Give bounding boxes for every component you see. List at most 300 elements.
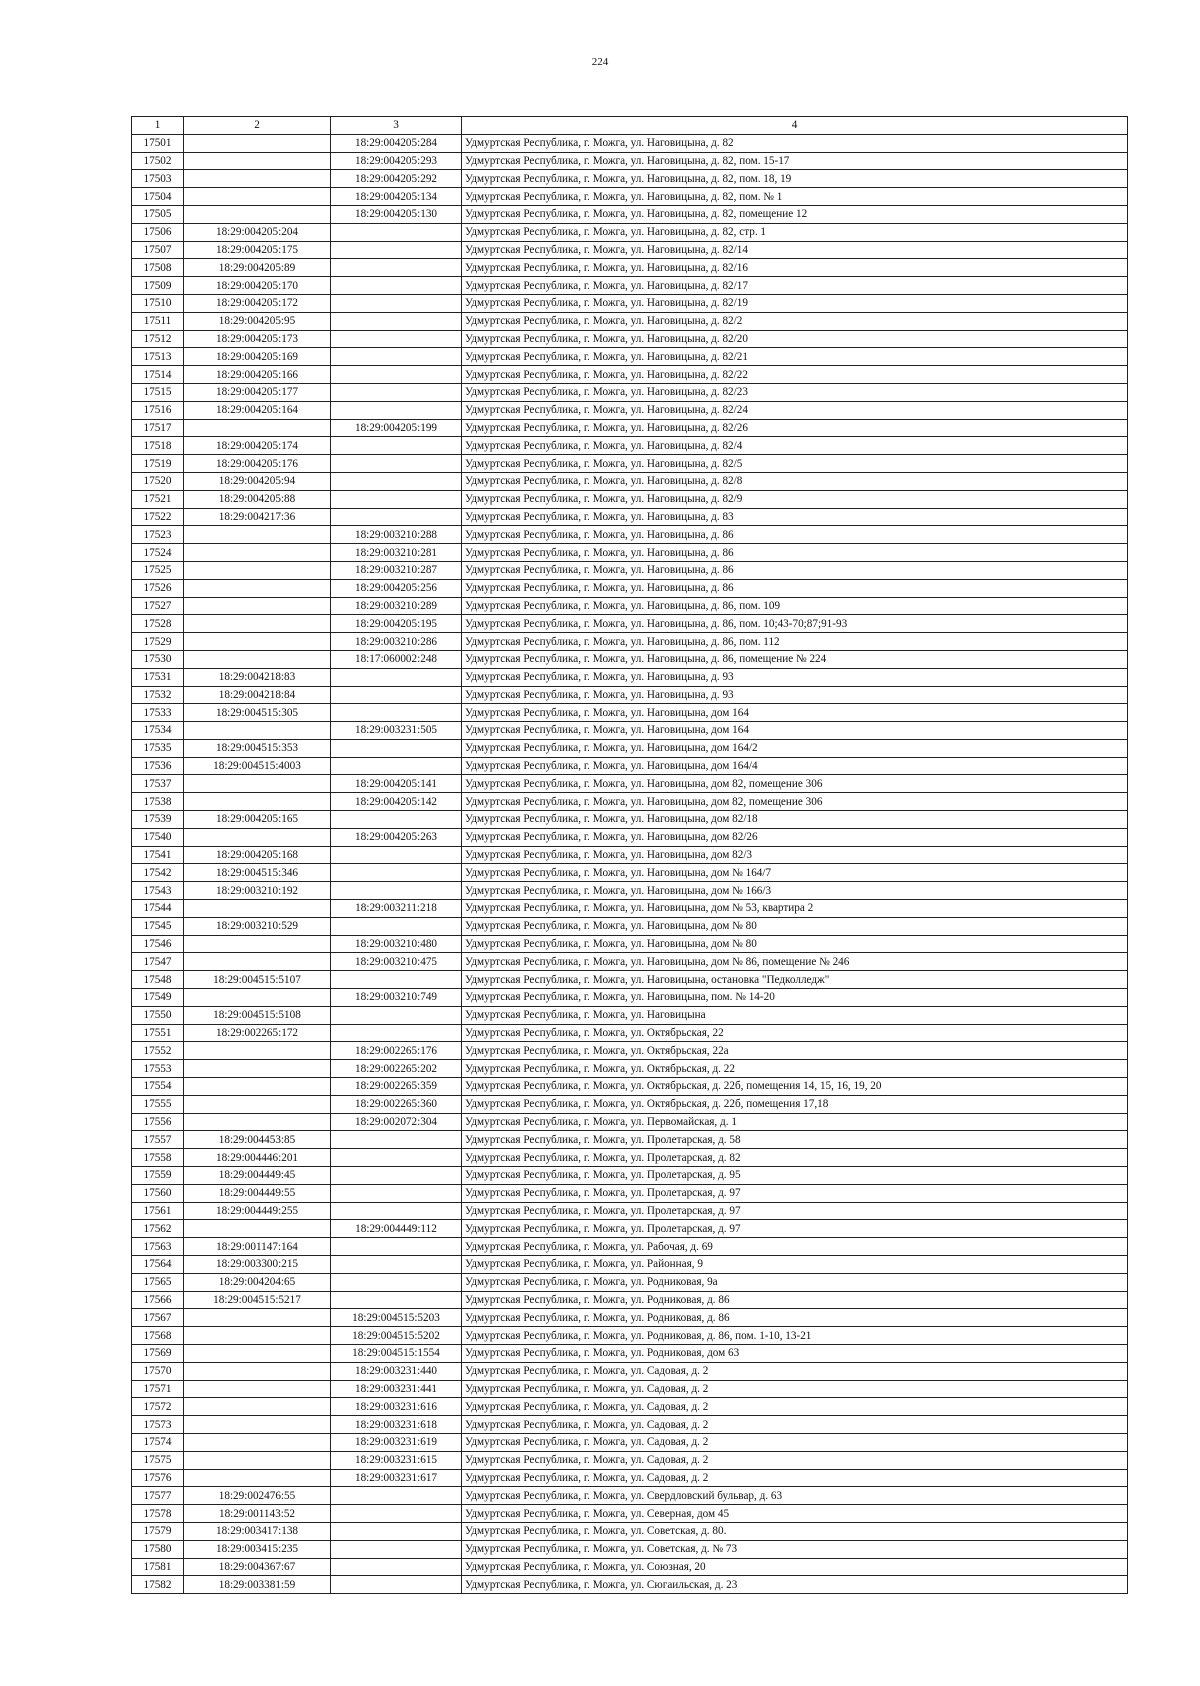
- cadastral-number-land-cell: 18:29:004205:164: [184, 401, 331, 419]
- cadastral-number-land-cell: [184, 152, 331, 170]
- address-cell: Удмуртская Республика, г. Можга, ул. Наговицына, д. 82/4: [462, 437, 1128, 455]
- row-number-cell: 17580: [132, 1540, 184, 1558]
- cadastral-number-building-cell: 18:29:004205:195: [331, 615, 462, 633]
- table-row: [132, 188, 1128, 206]
- row-number-cell: 17547: [132, 953, 184, 971]
- cadastral-number-land-cell: [184, 579, 331, 597]
- cadastral-number-building-cell: [331, 401, 462, 419]
- cadastral-number-building-cell: 18:29:004205:141: [331, 775, 462, 793]
- row-number-cell: 17516: [132, 401, 184, 419]
- table-row: [132, 1042, 1128, 1060]
- address-cell: Удмуртская Республика, г. Можга, ул. Садовая, д. 2: [462, 1398, 1128, 1416]
- table-row: [132, 579, 1128, 597]
- row-number-cell: 17553: [132, 1060, 184, 1078]
- row-number-cell: 17531: [132, 668, 184, 686]
- cadastral-number-building-cell: 18:29:004205:256: [331, 579, 462, 597]
- cadastral-number-land-cell: 18:29:004515:346: [184, 864, 331, 882]
- cadastral-number-building-cell: 18:29:003210:475: [331, 953, 462, 971]
- address-cell: Удмуртская Республика, г. Можга, ул. Наговицына, д. 82/21: [462, 348, 1128, 366]
- cadastral-number-land-cell: [184, 828, 331, 846]
- address-cell: Удмуртская Республика, г. Можга, ул. Наговицына, д. 82/2: [462, 312, 1128, 330]
- row-number-cell: 17521: [132, 490, 184, 508]
- cadastral-number-building-cell: [331, 1024, 462, 1042]
- table-row: [132, 1131, 1128, 1149]
- address-cell: Удмуртская Республика, г. Можга, ул. Наговицына, д. 82, пом. 18, 19: [462, 170, 1128, 188]
- cadastral-number-building-cell: [331, 811, 462, 829]
- table-row: [132, 1522, 1128, 1540]
- cadastral-number-land-cell: [184, 1309, 331, 1327]
- cadastral-number-building-cell: 18:29:002265:176: [331, 1042, 462, 1060]
- address-cell: Удмуртская Республика, г. Можга, ул. Наговицына, дом № 80: [462, 917, 1128, 935]
- address-cell: Удмуртская Республика, г. Можга, ул. Наговицына, дом 82/26: [462, 828, 1128, 846]
- table-row: [132, 1505, 1128, 1523]
- cadastral-number-land-cell: [184, 1433, 331, 1451]
- address-cell: Удмуртская Республика, г. Можга, ул. Первомайская, д. 1: [462, 1113, 1128, 1131]
- row-number-cell: 17525: [132, 561, 184, 579]
- table-row: [132, 1469, 1128, 1487]
- row-number-cell: 17543: [132, 882, 184, 900]
- cadastral-number-building-cell: [331, 1006, 462, 1024]
- table-row: [132, 1362, 1128, 1380]
- cadastral-number-land-cell: 18:29:004449:255: [184, 1202, 331, 1220]
- row-number-cell: 17534: [132, 722, 184, 740]
- cadastral-number-building-cell: 18:29:004205:199: [331, 419, 462, 437]
- table-row: [132, 597, 1128, 615]
- cadastral-number-building-cell: [331, 1273, 462, 1291]
- table-row: [132, 294, 1128, 312]
- table-row: [132, 882, 1128, 900]
- cadastral-number-land-cell: 18:29:004205:175: [184, 241, 331, 259]
- address-cell: Удмуртская Республика, г. Можга, ул. Наговицына, д. 86, пом. 10;43-70;87;91-93: [462, 615, 1128, 633]
- table-row: [132, 739, 1128, 757]
- cadastral-number-building-cell: [331, 1558, 462, 1576]
- address-cell: Удмуртская Республика, г. Можга, ул. Пролетарская, д. 82: [462, 1149, 1128, 1167]
- table-row: [132, 508, 1128, 526]
- address-cell: Удмуртская Республика, г. Можга, ул. Октябрьская, д. 22: [462, 1060, 1128, 1078]
- address-cell: Удмуртская Республика, г. Можга, ул. Наговицына, дом 164/4: [462, 757, 1128, 775]
- row-number-cell: 17549: [132, 989, 184, 1007]
- address-cell: Удмуртская Республика, г. Можга, ул. Садовая, д. 2: [462, 1416, 1128, 1434]
- cadastral-number-land-cell: 18:29:004205:166: [184, 366, 331, 384]
- address-cell: Удмуртская Республика, г. Можга, ул. Советская, д. 80.: [462, 1522, 1128, 1540]
- cadastral-number-building-cell: [331, 1256, 462, 1274]
- cadastral-number-land-cell: [184, 1416, 331, 1434]
- address-cell: Удмуртская Республика, г. Можга, ул. Наговицына, пом. № 14-20: [462, 989, 1128, 1007]
- address-cell: Удмуртская Республика, г. Можга, ул. Наговицына, остановка "Педколледж": [462, 971, 1128, 989]
- cadastral-number-land-cell: [184, 597, 331, 615]
- address-cell: Удмуртская Республика, г. Можга, ул. Рабочая, д. 69: [462, 1238, 1128, 1256]
- cadastral-number-land-cell: 18:29:004205:165: [184, 811, 331, 829]
- row-number-cell: 17505: [132, 205, 184, 223]
- address-cell: Удмуртская Республика, г. Можга, ул. Наговицына, д. 82, пом. № 1: [462, 188, 1128, 206]
- table-row: [132, 989, 1128, 1007]
- row-number-cell: 17529: [132, 633, 184, 651]
- table-row: [132, 935, 1128, 953]
- address-cell: Удмуртская Республика, г. Можга, ул. Советская, д. № 73: [462, 1540, 1128, 1558]
- table-row: [132, 1576, 1128, 1594]
- table-row: [132, 312, 1128, 330]
- address-cell: Удмуртская Республика, г. Можга, ул. Свердловский бульвар, д. 63: [462, 1487, 1128, 1505]
- table-row: [132, 1184, 1128, 1202]
- table-row: [132, 561, 1128, 579]
- row-number-cell: 17530: [132, 650, 184, 668]
- cadastral-number-land-cell: [184, 1344, 331, 1362]
- cadastral-number-building-cell: [331, 1167, 462, 1185]
- row-number-cell: 17571: [132, 1380, 184, 1398]
- cadastral-number-building-cell: [331, 330, 462, 348]
- row-number-cell: 17545: [132, 917, 184, 935]
- row-number-cell: 17538: [132, 793, 184, 811]
- cadastral-number-building-cell: 18:29:002265:359: [331, 1078, 462, 1096]
- table-row: [132, 864, 1128, 882]
- address-cell: Удмуртская Республика, г. Можга, ул. Наговицына, д. 82, пом. 15-17: [462, 152, 1128, 170]
- row-number-cell: 17539: [132, 811, 184, 829]
- address-cell: Удмуртская Республика, г. Можга, ул. Наговицына, дом № 166/3: [462, 882, 1128, 900]
- table-row: [132, 686, 1128, 704]
- address-cell: Удмуртская Республика, г. Можга, ул. Садовая, д. 2: [462, 1451, 1128, 1469]
- table-row: [132, 259, 1128, 277]
- address-cell: Удмуртская Республика, г. Можга, ул. Наговицына, д. 86, помещение № 224: [462, 650, 1128, 668]
- table-row: [132, 1380, 1128, 1398]
- cadastral-number-land-cell: 18:29:004515:5108: [184, 1006, 331, 1024]
- table-row: [132, 1220, 1128, 1238]
- table-row: [132, 223, 1128, 241]
- row-number-cell: 17578: [132, 1505, 184, 1523]
- table-row: [132, 846, 1128, 864]
- table-row: [132, 366, 1128, 384]
- address-cell: Удмуртская Республика, г. Можга, ул. Наговицына, д. 86, пом. 112: [462, 633, 1128, 651]
- address-cell: Удмуртская Республика, г. Можга, ул. Октябрьская, 22: [462, 1024, 1128, 1042]
- cadastral-number-land-cell: 18:29:004205:169: [184, 348, 331, 366]
- cadastral-number-building-cell: 18:29:002265:202: [331, 1060, 462, 1078]
- cadastral-number-land-cell: 18:29:002476:55: [184, 1487, 331, 1505]
- cadastral-number-land-cell: 18:29:004218:84: [184, 686, 331, 704]
- address-cell: Удмуртская Республика, г. Можга, ул. Сюгаильская, д. 23: [462, 1576, 1128, 1594]
- row-number-cell: 17535: [132, 739, 184, 757]
- header-col-1: 1: [132, 117, 184, 135]
- row-number-cell: 17519: [132, 455, 184, 473]
- row-number-cell: 17565: [132, 1273, 184, 1291]
- address-cell: Удмуртская Республика, г. Можга, ул. Родниковая, 9а: [462, 1273, 1128, 1291]
- cadastral-number-land-cell: [184, 722, 331, 740]
- row-number-cell: 17507: [132, 241, 184, 259]
- cadastral-number-land-cell: [184, 1060, 331, 1078]
- cadastral-number-building-cell: [331, 882, 462, 900]
- row-number-cell: 17557: [132, 1131, 184, 1149]
- cadastral-number-building-cell: [331, 294, 462, 312]
- cadastral-number-land-cell: [184, 1095, 331, 1113]
- address-cell: Удмуртская Республика, г. Можга, ул. Пролетарская, д. 97: [462, 1202, 1128, 1220]
- row-number-cell: 17526: [132, 579, 184, 597]
- address-cell: Удмуртская Республика, г. Можга, ул. Северная, дом 45: [462, 1505, 1128, 1523]
- table-row: [132, 1167, 1128, 1185]
- cadastral-number-building-cell: 18:29:003231:505: [331, 722, 462, 740]
- cadastral-number-land-cell: 18:29:004205:170: [184, 277, 331, 295]
- table-row: [132, 1451, 1128, 1469]
- cadastral-number-building-cell: 18:29:003210:286: [331, 633, 462, 651]
- cadastral-number-land-cell: [184, 1113, 331, 1131]
- address-cell: Удмуртская Республика, г. Можга, ул. Наговицына, д. 93: [462, 686, 1128, 704]
- table-row: [132, 1060, 1128, 1078]
- cadastral-number-building-cell: 18:29:004205:263: [331, 828, 462, 846]
- row-number-cell: 17551: [132, 1024, 184, 1042]
- table-row: [132, 793, 1128, 811]
- cadastral-number-building-cell: 18:29:003231:617: [331, 1469, 462, 1487]
- table-row: [132, 953, 1128, 971]
- cadastral-number-building-cell: [331, 383, 462, 401]
- cadastral-number-building-cell: 18:29:004205:284: [331, 134, 462, 152]
- cadastral-number-land-cell: [184, 793, 331, 811]
- row-number-cell: 17573: [132, 1416, 184, 1434]
- table-row: [132, 1487, 1128, 1505]
- cadastral-number-building-cell: 18:29:003231:616: [331, 1398, 462, 1416]
- table-row: [132, 900, 1128, 918]
- table-row: [132, 722, 1128, 740]
- table-row: [132, 241, 1128, 259]
- cadastral-number-building-cell: [331, 864, 462, 882]
- address-cell: Удмуртская Республика, г. Можга, ул. Наговицына, д. 83: [462, 508, 1128, 526]
- row-number-cell: 17576: [132, 1469, 184, 1487]
- address-cell: Удмуртская Республика, г. Можга, ул. Наговицына, д. 86: [462, 561, 1128, 579]
- cadastral-number-land-cell: 18:29:004217:36: [184, 508, 331, 526]
- address-cell: Удмуртская Республика, г. Можга, ул. Наговицына, дом 164/2: [462, 739, 1128, 757]
- address-cell: Удмуртская Республика, г. Можга, ул. Наговицына, д. 86: [462, 526, 1128, 544]
- address-cell: Удмуртская Республика, г. Можга, ул. Наговицына, дом 164: [462, 722, 1128, 740]
- cadastral-number-land-cell: [184, 615, 331, 633]
- cadastral-number-building-cell: [331, 223, 462, 241]
- cadastral-number-land-cell: 18:29:003210:192: [184, 882, 331, 900]
- cadastral-number-land-cell: [184, 544, 331, 562]
- table-row: [132, 633, 1128, 651]
- header-col-4: 4: [462, 117, 1128, 135]
- cadastral-number-land-cell: [184, 1398, 331, 1416]
- table-row: [132, 134, 1128, 152]
- cadastral-number-building-cell: 18:17:060002:248: [331, 650, 462, 668]
- address-cell: Удмуртская Республика, г. Можга, ул. Пролетарская, д. 97: [462, 1184, 1128, 1202]
- address-cell: Удмуртская Республика, г. Можга, ул. Садовая, д. 2: [462, 1469, 1128, 1487]
- cadastral-number-land-cell: 18:29:004453:85: [184, 1131, 331, 1149]
- row-number-cell: 17581: [132, 1558, 184, 1576]
- cadastral-number-land-cell: [184, 1327, 331, 1345]
- cadastral-number-land-cell: [184, 188, 331, 206]
- table-row: [132, 1149, 1128, 1167]
- cadastral-number-land-cell: 18:29:002265:172: [184, 1024, 331, 1042]
- address-cell: Удмуртская Республика, г. Можга, ул. Наговицына, д. 86, пом. 109: [462, 597, 1128, 615]
- address-cell: Удмуртская Республика, г. Можга, ул. Октябрьская, д. 22б, помещения 17,18: [462, 1095, 1128, 1113]
- cadastral-number-building-cell: [331, 739, 462, 757]
- address-cell: Удмуртская Республика, г. Можга, ул. Союзная, 20: [462, 1558, 1128, 1576]
- address-cell: Удмуртская Республика, г. Можга, ул. Наговицына, д. 82/23: [462, 383, 1128, 401]
- cadastral-number-building-cell: [331, 437, 462, 455]
- address-cell: Удмуртская Республика, г. Можга, ул. Наговицына, дом 82/3: [462, 846, 1128, 864]
- table-row: [132, 828, 1128, 846]
- row-number-cell: 17501: [132, 134, 184, 152]
- cadastral-number-building-cell: [331, 241, 462, 259]
- cadastral-number-land-cell: 18:29:004205:89: [184, 259, 331, 277]
- cadastral-number-land-cell: 18:29:004367:67: [184, 1558, 331, 1576]
- address-cell: Удмуртская Республика, г. Можга, ул. Наговицына, дом 82, помещение 306: [462, 793, 1128, 811]
- address-cell: Удмуртская Республика, г. Можга, ул. Родниковая, дом 63: [462, 1344, 1128, 1362]
- table-row: [132, 455, 1128, 473]
- table-row: [132, 152, 1128, 170]
- cadastral-number-land-cell: 18:29:004515:353: [184, 739, 331, 757]
- table-row: [132, 330, 1128, 348]
- table-row: [132, 971, 1128, 989]
- cadastral-number-building-cell: 18:29:004205:292: [331, 170, 462, 188]
- cadastral-number-land-cell: 18:29:004205:172: [184, 294, 331, 312]
- table-row: [132, 1398, 1128, 1416]
- cadastral-number-land-cell: [184, 935, 331, 953]
- table-row: [132, 668, 1128, 686]
- address-cell: Удмуртская Республика, г. Можга, ул. Наговицына, дом № 164/7: [462, 864, 1128, 882]
- cadastral-number-building-cell: [331, 668, 462, 686]
- cadastral-number-land-cell: 18:29:004449:55: [184, 1184, 331, 1202]
- cadastral-number-land-cell: [184, 1042, 331, 1060]
- cadastral-number-land-cell: 18:29:001143:52: [184, 1505, 331, 1523]
- table-row: [132, 170, 1128, 188]
- cadastral-number-building-cell: [331, 455, 462, 473]
- row-number-cell: 17561: [132, 1202, 184, 1220]
- cadastral-number-land-cell: 18:29:003415:235: [184, 1540, 331, 1558]
- cadastral-number-building-cell: [331, 686, 462, 704]
- address-cell: Удмуртская Республика, г. Можга, ул. Наговицына, д. 93: [462, 668, 1128, 686]
- cadastral-number-building-cell: [331, 1576, 462, 1594]
- table-row: [132, 1344, 1128, 1362]
- table-row: [132, 1327, 1128, 1345]
- row-number-cell: 17572: [132, 1398, 184, 1416]
- cadastral-number-building-cell: 18:29:003231:615: [331, 1451, 462, 1469]
- row-number-cell: 17528: [132, 615, 184, 633]
- cadastral-number-land-cell: 18:29:004205:173: [184, 330, 331, 348]
- row-number-cell: 17520: [132, 472, 184, 490]
- cadastral-number-land-cell: [184, 1078, 331, 1096]
- table-row: [132, 401, 1128, 419]
- table-row: [132, 526, 1128, 544]
- address-cell: Удмуртская Республика, г. Можга, ул. Наговицына, д. 82/26: [462, 419, 1128, 437]
- table-row: [132, 1291, 1128, 1309]
- cadastral-number-building-cell: 18:29:004449:112: [331, 1220, 462, 1238]
- row-number-cell: 17511: [132, 312, 184, 330]
- row-number-cell: 17532: [132, 686, 184, 704]
- cadastral-number-building-cell: [331, 490, 462, 508]
- cadastral-number-building-cell: 18:29:004205:130: [331, 205, 462, 223]
- address-cell: Удмуртская Республика, г. Можга, ул. Наговицына, д. 82: [462, 134, 1128, 152]
- table-row: [132, 1309, 1128, 1327]
- cadastral-number-building-cell: [331, 1131, 462, 1149]
- cadastral-number-land-cell: 18:29:004515:4003: [184, 757, 331, 775]
- cadastral-number-building-cell: [331, 1540, 462, 1558]
- cadastral-number-building-cell: [331, 1149, 462, 1167]
- row-number-cell: 17562: [132, 1220, 184, 1238]
- row-number-cell: 17509: [132, 277, 184, 295]
- row-number-cell: 17559: [132, 1167, 184, 1185]
- row-number-cell: 17536: [132, 757, 184, 775]
- address-cell: Удмуртская Республика, г. Можга, ул. Наговицына, д. 86: [462, 544, 1128, 562]
- cadastral-number-building-cell: [331, 508, 462, 526]
- table-row: [132, 1416, 1128, 1434]
- cadastral-number-land-cell: 18:29:004218:83: [184, 668, 331, 686]
- table-row: [132, 757, 1128, 775]
- cadastral-number-building-cell: 18:29:003231:441: [331, 1380, 462, 1398]
- cadastral-number-building-cell: 18:29:004205:134: [331, 188, 462, 206]
- address-cell: Удмуртская Республика, г. Можга, ул. Наговицына: [462, 1006, 1128, 1024]
- header-row: [132, 117, 1128, 135]
- cadastral-number-land-cell: [184, 170, 331, 188]
- row-number-cell: 17508: [132, 259, 184, 277]
- address-cell: Удмуртская Республика, г. Можга, ул. Наговицына, д. 82/19: [462, 294, 1128, 312]
- cadastral-number-building-cell: [331, 1487, 462, 1505]
- row-number-cell: 17552: [132, 1042, 184, 1060]
- cadastral-number-land-cell: 18:29:004205:95: [184, 312, 331, 330]
- table-row: [132, 650, 1128, 668]
- cadastral-number-land-cell: [184, 633, 331, 651]
- row-number-cell: 17558: [132, 1149, 184, 1167]
- address-cell: Удмуртская Республика, г. Можга, ул. Родниковая, д. 86: [462, 1309, 1128, 1327]
- cadastral-number-building-cell: 18:29:003210:281: [331, 544, 462, 562]
- row-number-cell: 17517: [132, 419, 184, 437]
- address-cell: Удмуртская Республика, г. Можга, ул. Октябрьская, д. 22б, помещения 14, 15, 16, 19, 20: [462, 1078, 1128, 1096]
- address-cell: Удмуртская Республика, г. Можга, ул. Пролетарская, д. 58: [462, 1131, 1128, 1149]
- table-row: [132, 704, 1128, 722]
- row-number-cell: 17502: [132, 152, 184, 170]
- cadastral-number-building-cell: 18:29:003210:749: [331, 989, 462, 1007]
- row-number-cell: 17579: [132, 1522, 184, 1540]
- cadastral-number-land-cell: [184, 1362, 331, 1380]
- cadastral-number-building-cell: 18:29:003210:287: [331, 561, 462, 579]
- table-row: [132, 472, 1128, 490]
- cadastral-number-building-cell: [331, 312, 462, 330]
- address-cell: Удмуртская Республика, г. Можга, ул. Наговицына, д. 82/24: [462, 401, 1128, 419]
- cadastral-number-building-cell: 18:29:004515:5202: [331, 1327, 462, 1345]
- table-row: [132, 1095, 1128, 1113]
- row-number-cell: 17524: [132, 544, 184, 562]
- cadastral-number-building-cell: 18:29:003210:480: [331, 935, 462, 953]
- cadastral-number-land-cell: 18:29:004446:201: [184, 1149, 331, 1167]
- cadastral-number-land-cell: 18:29:001147:164: [184, 1238, 331, 1256]
- row-number-cell: 17570: [132, 1362, 184, 1380]
- cadastral-number-building-cell: [331, 1184, 462, 1202]
- row-number-cell: 17569: [132, 1344, 184, 1362]
- cadastral-number-land-cell: [184, 1380, 331, 1398]
- address-cell: Удмуртская Республика, г. Можга, ул. Садовая, д. 2: [462, 1362, 1128, 1380]
- table-row: [132, 277, 1128, 295]
- address-cell: Удмуртская Республика, г. Можга, ул. Наговицына, д. 82, помещение 12: [462, 205, 1128, 223]
- address-cell: Удмуртская Республика, г. Можга, ул. Октябрьская, 22а: [462, 1042, 1128, 1060]
- cadastral-number-land-cell: 18:29:004205:177: [184, 383, 331, 401]
- cadastral-number-building-cell: [331, 971, 462, 989]
- cadastral-number-building-cell: 18:29:004205:142: [331, 793, 462, 811]
- cadastral-number-building-cell: [331, 1505, 462, 1523]
- row-number-cell: 17514: [132, 366, 184, 384]
- row-number-cell: 17574: [132, 1433, 184, 1451]
- row-number-cell: 17533: [132, 704, 184, 722]
- cadastral-number-building-cell: 18:29:004515:1554: [331, 1344, 462, 1362]
- address-cell: Удмуртская Республика, г. Можга, ул. Наговицына, дом № 86, помещение № 246: [462, 953, 1128, 971]
- table-row: [132, 775, 1128, 793]
- table-row: [132, 1558, 1128, 1576]
- table-row: [132, 1006, 1128, 1024]
- cadastral-number-building-cell: [331, 846, 462, 864]
- cadastral-number-land-cell: [184, 650, 331, 668]
- cadastral-number-building-cell: [331, 704, 462, 722]
- row-number-cell: 17548: [132, 971, 184, 989]
- cadastral-number-building-cell: 18:29:002072:304: [331, 1113, 462, 1131]
- row-number-cell: 17510: [132, 294, 184, 312]
- cadastral-number-building-cell: 18:29:003210:288: [331, 526, 462, 544]
- cadastral-number-land-cell: [184, 526, 331, 544]
- address-cell: Удмуртская Республика, г. Можга, ул. Наговицына, д. 82/9: [462, 490, 1128, 508]
- cadastral-number-land-cell: [184, 900, 331, 918]
